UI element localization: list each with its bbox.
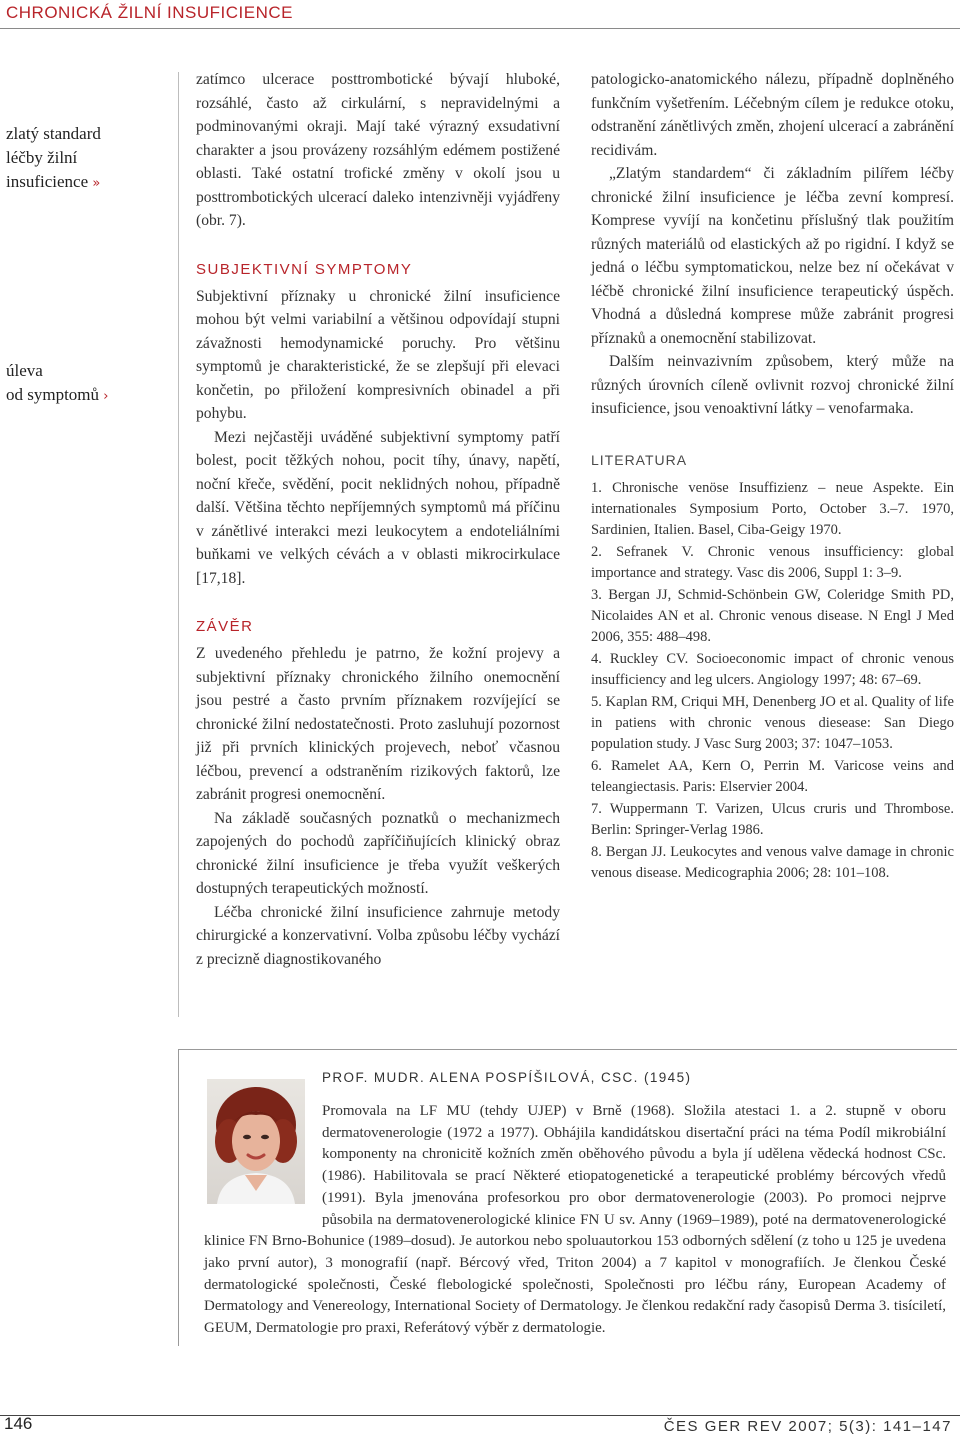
reference-item: 1. Chronische venöse Insuffizienz – neue Aspekte. Ein internationales Symposium Porto, October 3.–7. 1970, Sardinien, Italien. Basel, Ciba-Geigy 1970. [591,480,954,538]
triangle-right-icon: › [103,389,109,404]
paragraph: „Zlatým standardem“ či základním pilířem léčby chronické žilní insuficience je léčba zevní kompresí. Komprese vyvíjí na končetinu příslušný tlak použitím různých materiálů od elastických až po rigidní. I když se jedná o léčbu symptomatickou, nelze bez ní očekávat v léčbě chronické žilní insuficience terapeutický úspěch. Vhodná a důsledná komprese může zabránit progresi příznaků a onemocnění stabilizovat. [591,165,954,347]
reference-item: 6. Ramelet AA, Kern O, Perrin M. Varicose veins and teleangiectasis. Paris: Elservier 2004. [591,758,954,795]
margin-note-line: od symptomů › [6,385,109,404]
running-header: CHRONICKÁ ŽILNÍ INSUFICIENCE [6,3,293,22]
reference-item: 3. Bergan JJ, Schmid-Schönbein GW, Coleridge Smith PD, Nicolaides AN et al. Chronic venous disease. N Engl J Med 2006, 355: 488–498. [591,587,954,645]
margin-note-gold-standard [6,122,171,196]
margin-note-symptom-relief [6,359,171,409]
reference-list [591,478,954,884]
paragraph-intro: zatímco ulcerace posttrombotické bývají hluboké, rozsáhlé, často až cirkulární, s nepravidelnými a podminovanými okraji. Mají také výrazný exsudativní charakter a jsou provázeny rozsáhlým edémem postižené oblasti. Také ostatní trofické změny v okolí jsou u posttrombotických ulcerací daleko intenzivněji vyjádřeny (obr. 7). [196,71,560,229]
section-heading-conclusion: ZÁVĚR [196,618,254,635]
text-column-right [591,68,954,885]
margin-note-line: léčby žilní [6,148,78,167]
page-number: 146 [4,1414,33,1433]
journal-reference: ČES GER REV 2007; 5(3): 141–147 [663,1418,952,1435]
paragraph: Na základě současných poznatků o mechanizmech zapojených do pochodů zapříčiňujících klinický obraz chronické žilní insuficience je třeba využít veškerých dostupných terapeutických možností. [196,809,560,897]
paragraph: Mezi nejčastěji uváděné subjektivní symptomy patří bolest, pocit těžkých nohou, pocit tíhy, únavy, napětí, noční křeče, svědění, pocit neklidných nohou, případně další. Většina těchto nepříjemných symptomů má příčinu v zánětlivé interakci mezi leukocytem a endoteliálními buňkami ve velkých cévách a v oblasti mikrocirkulace [17,18]. [196,428,560,587]
double-chevron-right-icon: » [92,176,101,191]
author-bio-text: Promovala na LF MU (tehdy UJEP) v Brně (1968). Složila atestaci 1. a 2. stupně v oboru dermatovenerologie (1972 a 1977). Obhájila kandidátskou disertační práci na téma Podíl mikrobiální komponenty na chronicitě kožních změn oběhového původu a byla jí udělena vědecká hodnost CSc. (1986). Habilitovala se prací Některé etiopatogenetické a terapeutické problémy bércových vředů (1991). Byla jmenována profesorkou pro obor dermatovenerologie (2003). Po promoci nejprve působila na dermatovenerologické klinice FN U sv. Anny (1969–1989), poté na dermatovenerologické klinice FN Brno-Bohunice (1989–dosud). Je autorkou nebo spoluautorkou 153 odborných sdělení (z toho u 125 je uvedena jako první autor), 3 monografií (např. Bércový vřed, Triton 2004) a 7 kapitol v monografiích. Je členkou České dermatologické společnosti, České flebologické společnosti, Společnosti pro léčbu rány, European Academy of Dermatology and Venereology, International Society of Dermatology. Je členkou redakční rady časopisů Derma 3. tisíciletí, GEUM, Dermatologie pro praxi, Referátový výběr z dermatologie. [204,1103,946,1337]
text-column-left [196,68,560,971]
paragraph: patologicko-anatomického nálezu, případně doplněného funkčním vyšetřením. Léčebným cílem je redukce otoku, odstranění zánětlivých změn, zhojení ulcerací a zabránění recidivám. [591,71,954,159]
photo-spacer [204,1101,322,1223]
paragraph: Léčba chronické žilní insuficience zahrnuje metody chirurgické a konzervativní. Volba způsobu léčby vychází z precizně diagnostikovaného [196,903,560,968]
reference-item: 4. Ruckley CV. Socioeconomic impact of chronic venous insufficiency and leg ulcers. Angiology 1997; 48: 67–69. [591,651,954,688]
reference-item: 8. Bergan JJ. Leukocytes and venous valve damage in chronic venous disease. Medicographia 2006; 28: 101–108. [591,844,954,881]
reference-item: 7. Wuppermann T. Varizen, Ulcus cruris und Thrombose. Berlin: Springer-Verlag 1986. [591,801,954,838]
sidebar-divider [178,72,179,1017]
reference-item: 5. Kaplan RM, Criqui MH, Denenberg JO et al. Quality of life in patiens with chronic venous diesease: San Diego population study. J Vasc Surg 2003; 37: 1047–1053. [591,694,954,752]
footer-divider [0,1415,960,1416]
paragraph: Z uvedeného přehledu je patrno, že kožní projevy a subjektivní příznaky chronického žilního onemocnění jsou pestré a často prvním příznakem rozvíjející se chronické žilní nedostatečnosti. Proto zasluhují pozornost již při prvních klinických projevech, neboť včasnou léčbou, prevencí a odstraněním rizikových faktorů, lze zabránit progresi onemocnění. [196,645,560,803]
author-name: PROF. MUDR. ALENA POSPÍŠILOVÁ, CSC. (1945) [322,1070,692,1085]
paragraph: Subjektivní příznaky u chronické žilní insuficience mohou být velmi variabilní a většinou odpovídají stupni závažnosti hemodynamické poruchy. Pro většinu symptomů je charakteristické, že se zlepšují při elevaci končetin, po přiložení kompresivních obinadel a při pohybu. [196,287,560,422]
header-divider [0,28,960,29]
literature-heading: LITERATURA [591,451,688,468]
margin-note-line: úleva [6,361,43,380]
paragraph: Dalším neinvazivním způsobem, který může na různých úrovních cíleně ovlivnit rozvoj chronické žilní insuficience, jsou venoaktivní látky – venofarmaka. [591,353,954,417]
section-heading-subjective: SUBJEKTIVNÍ SYMPTOMY [196,260,413,278]
margin-note-line: zlatý standard [6,124,101,143]
margin-note-line: insuficience » [6,172,101,191]
reference-item: 2. Sefranek V. Chronic venous insufficiency: global importance and strategy. Vasc dis 2006, Suppl 1: 3–9. [591,544,954,581]
